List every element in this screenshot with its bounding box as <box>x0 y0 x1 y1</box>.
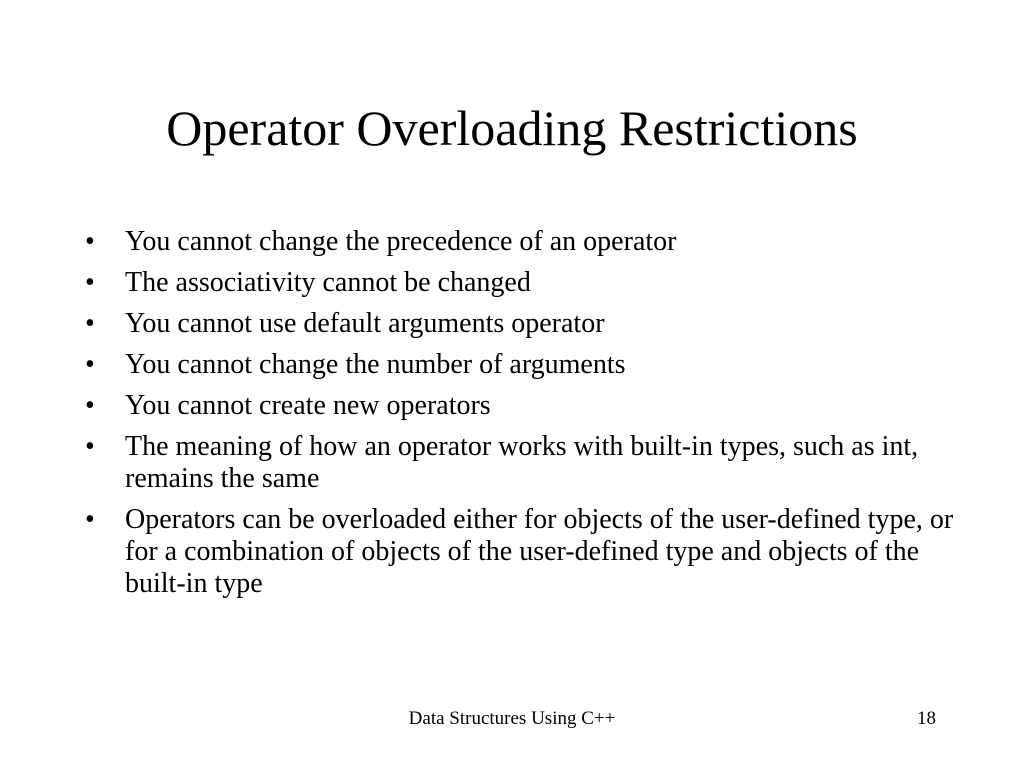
footer-course-title: Data Structures Using C++ <box>408 708 616 729</box>
bullet-text: You cannot use default arguments operator <box>125 308 605 339</box>
bullet-item <box>82 431 962 495</box>
bullet-item <box>82 308 962 340</box>
bullet-icon: • <box>85 226 95 257</box>
bullet-text: The associativity cannot be changed <box>125 267 531 298</box>
bullet-icon: • <box>85 431 95 462</box>
bullet-item <box>82 226 962 258</box>
bullet-text: You cannot create new operators <box>125 390 491 421</box>
bullet-text: The meaning of how an operator works with built-in types, such as int, remains the same <box>125 431 919 494</box>
bullet-list <box>82 226 962 609</box>
footer-page-number: 18 <box>917 708 936 729</box>
slide-title: Operator Overloading Restrictions <box>166 100 858 156</box>
bullet-icon: • <box>85 349 95 380</box>
bullet-icon: • <box>85 267 95 298</box>
bullet-text: Operators can be overloaded either for objects of the user-defined type, or for a combination of objects of the user-defined type and objects of the built-in type <box>125 504 954 599</box>
bullet-item <box>82 349 962 381</box>
bullet-text: You cannot change the precedence of an operator <box>125 226 677 257</box>
bullet-icon: • <box>85 308 95 339</box>
bullet-icon: • <box>85 504 95 535</box>
bullet-item <box>82 267 962 299</box>
bullet-item <box>82 390 962 422</box>
bullet-item <box>82 504 962 600</box>
bullet-icon: • <box>85 390 95 421</box>
bullet-text: You cannot change the number of arguments <box>125 349 626 380</box>
